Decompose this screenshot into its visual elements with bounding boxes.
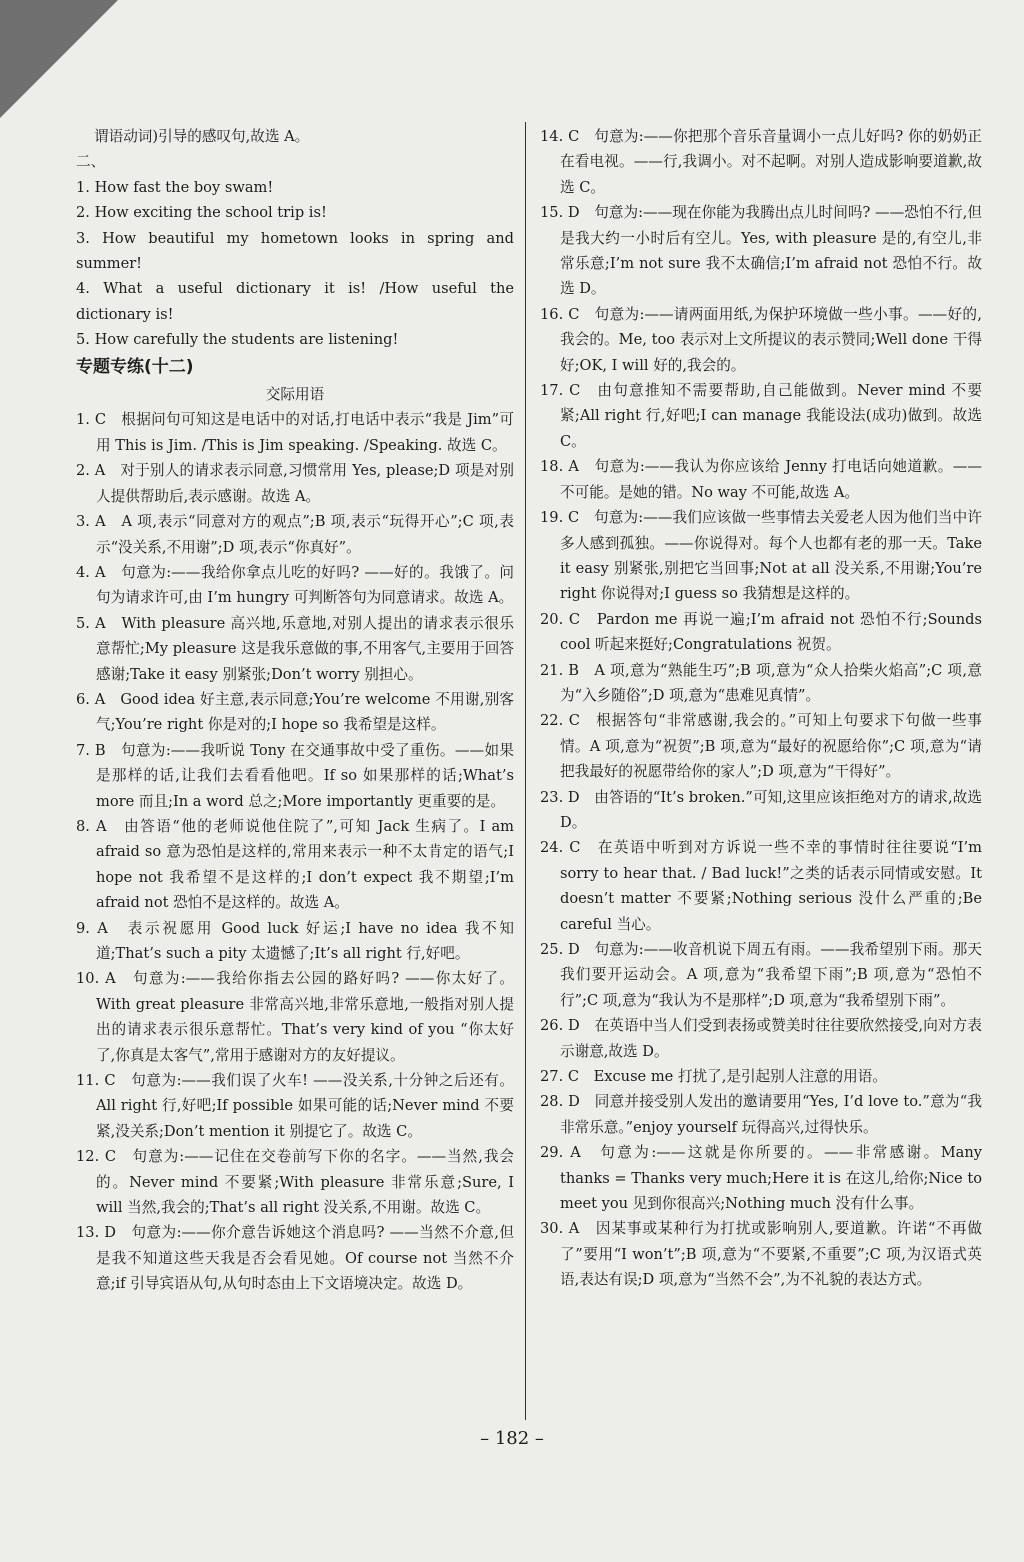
answer-item: 23. D 由答语的“It’s broken.”可知,这里应该拒绝对方的请求,故选 D。 [540, 788, 982, 831]
page-corner-fold [0, 0, 118, 118]
part-two-marker: 二、 [76, 153, 106, 171]
answer-item: 22. C 根据答句“非常感谢,我会的。”可知上句要求下句做一些事情。A 项,意为“祝贺”;B 项,意为“最好的祝愿给你”;C 项,意为“请把我最好的祝愿带给你的家人”;D 项,意为“干得好”。 [540, 712, 982, 781]
carry-over-line: 谓语动词)引导的感叹句,故选 A。 [94, 128, 310, 145]
exclamation-answer: 1. How fast the boy swam! [76, 178, 274, 196]
answer-item: 30. A 因某事或某种行为打扰或影响别人,要道歉。许诺“不再做了”要用“I won’t”;B 项,意为“不要紧,不重要”;C 项,为汉语式英语,表达有误;D 项,意为“当然不会”,为不礼貌的表达方式。 [540, 1220, 982, 1289]
right-column [540, 124, 982, 1293]
answer-item: 29. A 句意为:——这就是你所要的。——非常感谢。Many thanks = Thanks very much;Here it is 在这儿,给你;Nice to meet you 见到你很高兴;Nothing much 没有什么事。 [540, 1144, 982, 1213]
answer-item: 5. A With pleasure 高兴地,乐意地,对别人提出的请求表示很乐意帮忙;My pleasure 这是我乐意做的事,不用客气,主要用于回答感谢;Take it easy 别紧张;Don’t worry 别担心。 [76, 614, 514, 683]
answer-item: 17. C 由句意推知不需要帮助,自己能做到。Never mind 不要紧;All right 行,好吧;I can manage 我能设法(成功)做到。故选 C。 [540, 382, 982, 450]
column-divider [525, 122, 526, 1420]
left-column [76, 124, 514, 1297]
answer-item: 27. C Excuse me 打扰了,是引起别人注意的用语。 [540, 1068, 887, 1086]
answer-item: 11. C 句意为:——我们误了火车! ——没关系,十分钟之后还有。All right 行,好吧;If possible 如果可能的话;Never mind 不要紧,没关系;Don’t mention it 别提它了。故选 C。 [76, 1072, 514, 1140]
answer-item: 7. B 句意为:——我听说 Tony 在交通事故中受了重伤。——如果是那样的话,让我们去看看他吧。If so 如果那样的话;What’s more 而且;In a word 总之;More importantly 更重要的是。 [76, 741, 514, 810]
answer-item: 18. A 句意为:——我认为你应该给 Jenny 打电话向她道歉。——不可能。是她的错。No way 不可能,故选 A。 [540, 458, 982, 501]
answer-item: 20. C Pardon me 再说一遍;I’m afraid not 恐怕不行;Sounds cool 听起来挺好;Congratulations 祝贺。 [540, 610, 982, 654]
answer-item: 21. B A 项,意为“熟能生巧”;B 项,意为“众人拾柴火焰高”;C 项,意为“入乡随俗”;D 项,意为“患难见真情”。 [540, 661, 982, 704]
section-title: 专题专练(十二) [76, 356, 194, 377]
answer-item: 26. D 在英语中当人们受到表扬或赞美时往往要欣然接受,向对方表示谢意,故选 D。 [540, 1017, 982, 1060]
exclamation-answer: 4. What a useful dictionary it is! /How useful the dictionary is! [76, 280, 514, 323]
exclamation-answer: 2. How exciting the school trip is! [76, 204, 327, 222]
answer-item: 16. C 句意为:——请两面用纸,为保护环境做一些小事。——好的,我会的。Me, too 表示对上文所提议的表示赞同;Well done 干得好;OK, I will 好的,我会的。 [540, 305, 982, 374]
section-subtitle: 交际用语 [265, 386, 325, 404]
answer-item: 28. D 同意并接受别人发出的邀请要用“Yes, I’d love to.”意为“我非常乐意。”enjoy yourself 玩得高兴,过得快乐。 [540, 1093, 982, 1136]
answer-item: 6. A Good idea 好主意,表示同意;You’re welcome 不用谢,别客气;You’re right 你是对的;I hope so 我希望是这样。 [76, 690, 514, 734]
answer-item: 19. C 句意为:——我们应该做一些事情去关爱老人因为他们当中许多人感到孤独。——你说得对。每个人也都有老的那一天。Take it easy 别紧张,别把它当回事;Not at all 没关系,不用谢;You’re right 你说得对;I guess so 我猜想是这样的。 [540, 509, 982, 603]
answer-item: 3. A A 项,表示“同意对方的观点”;B 项,表示“玩得开心”;C 项,表示“没关系,不用谢”;D 项,表示“你真好”。 [76, 513, 514, 556]
exclamation-answer: 3. How beautiful my hometown looks in spring and summer! [76, 229, 514, 273]
answer-item: 4. A 句意为:——我给你拿点儿吃的好吗? ——好的。我饿了。问句为请求许可,由 I’m hungry 可判断答句为同意请求。故选 A。 [76, 563, 514, 607]
page-number: – 182 – [480, 1428, 544, 1449]
answer-item: 9. A 表示祝愿用 Good luck 好运;I have no idea 我不知道;That’s such a pity 太遗憾了;It’s all right 行,好吧。 [76, 919, 514, 962]
answer-item: 2. A 对于别人的请求表示同意,习惯常用 Yes, please;D 项是对别人提供帮助后,表示感谢。故选 A。 [76, 462, 514, 505]
answer-item: 14. C 句意为:——你把那个音乐音量调小一点儿好吗? 你的奶奶正在看电视。——行,我调小。对不起啊。对别人造成影响要道歉,故选 C。 [540, 128, 982, 196]
exclamation-answer: 5. How carefully the students are listening! [76, 331, 399, 349]
answer-item: 10. A 句意为:——我给你指去公园的路好吗? ——你太好了。With great pleasure 非常高兴地,非常乐意地,一般指对别人提出的请求表示很乐意帮忙。That’s very kind of you “你太好了,你真是太客气”,常用于感谢对方的友好提议。 [76, 970, 514, 1064]
answer-item: 1. C 根据问句可知这是电话中的对话,打电话中表示“我是 Jim”可用 This is Jim. /This is Jim speaking. /Speaking. 故选 C。 [76, 411, 514, 454]
answer-item: 8. A 由答语“他的老师说他住院了”,可知 Jack 生病了。I am afraid so 意为恐怕是这样的,常用来表示一种不太肯定的语气;I hope not 我希望不是这样的;I don’t expect 我不期望;I’m afraid not 恐怕不是这样的。故选 A。 [76, 817, 514, 912]
answer-item: 25. D 句意为:——收音机说下周五有雨。——我希望别下雨。那天我们要开运动会。A 项,意为“我希望下雨”;B 项,意为“恐怕不行”;C 项,意为“我认为不是那样”;D 项,意为“我希望别下雨”。 [540, 941, 982, 1009]
answer-item: 12. C 句意为:——记住在交卷前写下你的名字。——当然,我会的。Never mind 不要紧;With pleasure 非常乐意;Sure, I will 当然,我会的;That’s all right 没关系,不用谢。故选 C。 [76, 1148, 514, 1217]
answer-item: 15. D 句意为:——现在你能为我腾出点儿时间吗? ——恐怕不行,但是我大约一小时后有空儿。Yes, with pleasure 是的,有空儿,非常乐意;I’m not sure 我不太确信;I’m afraid not 恐怕不行。故选 D。 [540, 204, 982, 298]
answer-item: 13. D 句意为:——你介意告诉她这个消息吗? ——当然不介意,但是我不知道这些天我是否会看见她。Of course not 当然不介意;if 引导宾语从句,从句时态由上下文语境决定。故选 D。 [76, 1224, 514, 1293]
answer-item: 24. C 在英语中听到对方诉说一些不幸的事情时往往要说“I’m sorry to hear that. / Bad luck!”之类的话表示同情或安慰。It doesn’t matter 不要紧;Nothing serious 没什么严重的;Be careful 当心。 [540, 839, 982, 933]
